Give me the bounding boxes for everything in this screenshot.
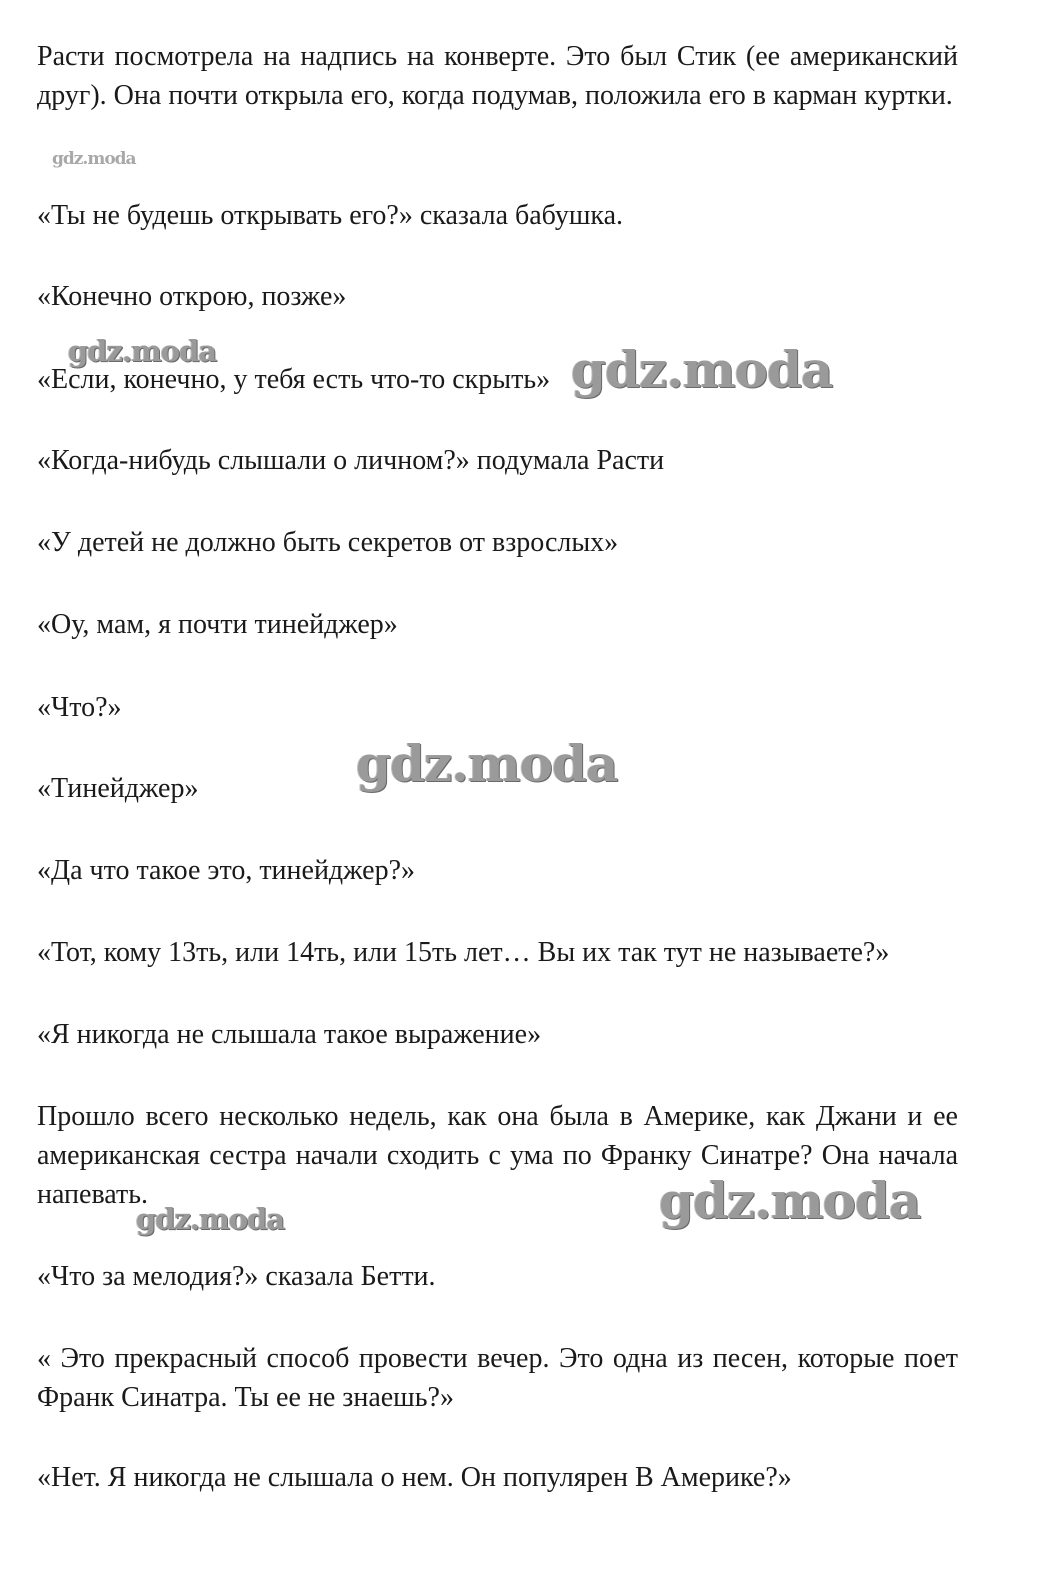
paragraph-what: «Что?» <box>37 692 122 723</box>
paragraph-hide-something: «Если, конечно, у тебя есть что-то скрыть» <box>37 364 551 395</box>
paragraph-envelope: Расти посмотрела на надпись на конверте. Это был Стик (ее американский друг). Она почти открыла его, когда подумав, положила его в карман куртки. <box>37 41 958 111</box>
watermark-logo: gdz.moda <box>571 340 833 399</box>
paragraph-which-tune: «Что за мелодия?» сказала Бетти. <box>37 1261 436 1292</box>
paragraph-sinatra-song: « Это прекрасный способ провести вечер. Это одна из песен, которые поет Франк Синатра. Ты ее не знаешь?» <box>37 1343 958 1413</box>
paragraph-never-heard-expression: «Я никогда не слышала такое выражение» <box>37 1019 542 1050</box>
watermark-logo: gdz.moda <box>659 1171 921 1230</box>
paragraph-what-is-teenager: «Да что такое это, тинейджер?» <box>37 855 416 886</box>
watermark-logo: gdz.moda <box>356 734 618 793</box>
watermark-logo: gdz.moda <box>68 334 217 368</box>
paragraph-almost-teenager: «Оу, мам, я почти тинейджер» <box>37 609 398 640</box>
watermark-logo: gdz.moda <box>136 1202 285 1236</box>
paragraph-sinatra-craze: Прошло всего несколько недель, как она была в Америке, как Джани и ее американская сестра начали сходить с ума по Франку Синатре? Она начала напевать. <box>37 1101 958 1210</box>
paragraph-teenager: «Тинейджер» <box>37 773 199 804</box>
paragraph-grandma-question: «Ты не будешь открывать его?» сказала бабушка. <box>37 200 624 231</box>
paragraph-popular-in-america: «Нет. Я никогда не слышала о нем. Он популярен В Америке?» <box>37 1462 792 1493</box>
paragraph-privacy: «Когда-нибудь слышали о личном?» подумала Расти <box>37 445 665 476</box>
paragraph-no-secrets: «У детей не должно быть секретов от взрослых» <box>37 527 619 558</box>
watermark-logo: gdz.moda <box>52 149 136 169</box>
paragraph-later-reply: «Конечно открою, позже» <box>37 281 347 312</box>
paragraph-teen-ages: «Тот, кому 13ть, или 14ть, или 15ть лет… Вы их так тут не называете?» <box>37 937 890 968</box>
